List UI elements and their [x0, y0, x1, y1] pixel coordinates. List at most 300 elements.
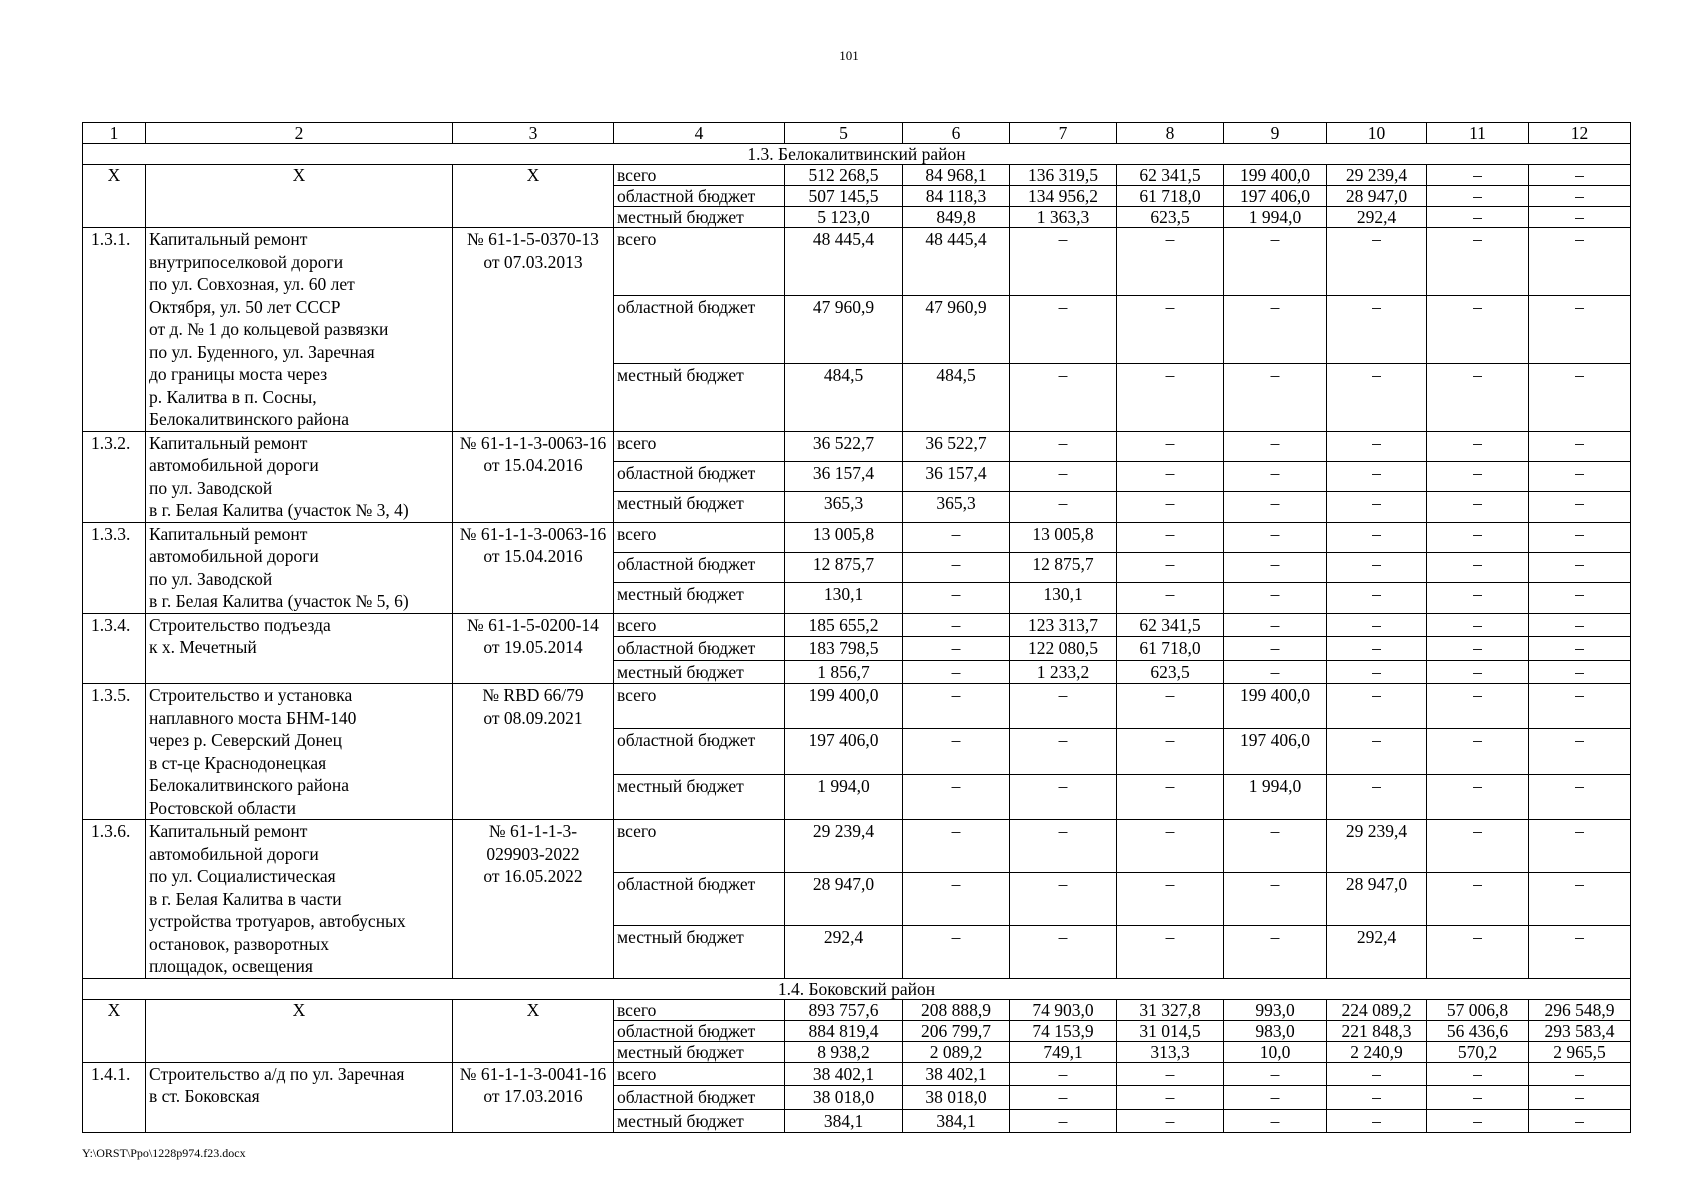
value-cell: –: [1117, 925, 1224, 978]
value-cell: –: [1327, 363, 1427, 431]
text-line: по ул. Заводской: [149, 477, 273, 498]
budget-source-label: всего: [614, 613, 785, 637]
value-cell: –: [1010, 729, 1117, 774]
value-cell: –: [1529, 363, 1631, 431]
value-cell: –: [1117, 492, 1224, 522]
value-cell: –: [1427, 925, 1529, 978]
value-cell: –: [1010, 684, 1117, 729]
value-cell: 12 875,7: [785, 552, 903, 582]
value-cell: –: [1427, 431, 1529, 461]
value-cell: –: [1529, 774, 1631, 819]
value-cell: 206 799,7: [903, 1020, 1010, 1041]
summary-item-name: Х: [146, 165, 453, 228]
item-document: [453, 228, 614, 432]
value-cell: –: [1529, 925, 1631, 978]
column-header: 5: [785, 123, 903, 144]
item-number: 1.3.3.: [83, 522, 146, 613]
budget-source-label: местный бюджет: [614, 583, 785, 613]
value-cell: 29 239,4: [785, 820, 903, 873]
value-cell: –: [1427, 613, 1529, 637]
value-cell: 12 875,7: [1010, 552, 1117, 582]
value-cell: 84 118,3: [903, 186, 1010, 207]
value-cell: –: [1010, 295, 1117, 363]
value-cell: 292,4: [1327, 925, 1427, 978]
value-cell: –: [1327, 729, 1427, 774]
column-header: 3: [453, 123, 614, 144]
value-cell: –: [1529, 1062, 1631, 1086]
value-cell: –: [1529, 186, 1631, 207]
value-cell: –: [1427, 228, 1529, 296]
value-cell: –: [1117, 522, 1224, 552]
text-line: Капитальный ремонт: [149, 523, 308, 544]
value-cell: –: [1327, 552, 1427, 582]
value-cell: 384,1: [903, 1109, 1010, 1133]
value-cell: –: [1427, 820, 1529, 873]
value-cell: –: [1427, 461, 1529, 491]
value-cell: 313,3: [1117, 1041, 1224, 1062]
value-cell: 47 960,9: [903, 295, 1010, 363]
item-row: [83, 522, 1631, 552]
value-cell: 31 327,8: [1117, 999, 1224, 1020]
value-cell: 36 157,4: [903, 461, 1010, 491]
budget-source-label: всего: [614, 820, 785, 873]
value-cell: –: [903, 583, 1010, 613]
value-cell: –: [1224, 925, 1327, 978]
value-cell: –: [1327, 492, 1427, 522]
value-cell: –: [1010, 363, 1117, 431]
column-header: 11: [1427, 123, 1529, 144]
value-cell: –: [1010, 1062, 1117, 1086]
value-cell: 130,1: [785, 583, 903, 613]
column-header: 6: [903, 123, 1010, 144]
value-cell: –: [1427, 522, 1529, 552]
value-cell: –: [1117, 774, 1224, 819]
value-cell: –: [903, 684, 1010, 729]
value-cell: –: [1010, 228, 1117, 296]
text-line: Капитальный ремонт: [149, 821, 308, 841]
text-line: автомобильной дороги: [149, 546, 319, 566]
value-cell: –: [1327, 431, 1427, 461]
item-number: 1.3.4.: [83, 613, 146, 684]
value-cell: –: [1010, 925, 1117, 978]
value-cell: –: [1427, 492, 1529, 522]
value-cell: 10,0: [1224, 1041, 1327, 1062]
value-cell: –: [1010, 492, 1117, 522]
value-cell: 13 005,8: [1010, 522, 1117, 552]
value-cell: 365,3: [903, 492, 1010, 522]
item-row: [83, 613, 1631, 637]
column-header: 12: [1529, 123, 1631, 144]
value-cell: 31 014,5: [1117, 1020, 1224, 1041]
value-cell: –: [1327, 228, 1427, 296]
value-cell: –: [1529, 637, 1631, 661]
value-cell: –: [1010, 872, 1117, 925]
item-name: [146, 1062, 453, 1133]
value-cell: –: [903, 660, 1010, 684]
section-title: 1.3. Белокалитвинский район: [83, 144, 1631, 165]
value-cell: –: [1010, 1086, 1117, 1110]
value-cell: –: [1427, 660, 1529, 684]
value-cell: –: [1427, 552, 1529, 582]
budget-source-label: всего: [614, 522, 785, 552]
text-line: № 61-1-5-0370-13: [467, 229, 599, 249]
value-cell: 197 406,0: [1224, 186, 1327, 207]
text-line: Белокалитвинского района: [149, 775, 349, 795]
value-cell: 893 757,6: [785, 999, 903, 1020]
value-cell: –: [1117, 583, 1224, 613]
value-cell: 623,5: [1117, 207, 1224, 228]
summary-item-name: Х: [146, 999, 453, 1062]
budget-table: [82, 122, 1631, 1133]
item-number: 1.3.2.: [83, 431, 146, 522]
value-cell: –: [1529, 613, 1631, 637]
value-cell: –: [1117, 1109, 1224, 1133]
value-cell: –: [1529, 228, 1631, 296]
value-cell: 884 819,4: [785, 1020, 903, 1041]
value-cell: –: [1010, 820, 1117, 873]
text-line: № RBD 66/79: [482, 685, 584, 705]
value-cell: –: [1327, 1062, 1427, 1086]
text-line: площадок, освещения: [149, 956, 313, 976]
value-cell: 221 848,3: [1327, 1020, 1427, 1041]
budget-source-label: областной бюджет: [614, 295, 785, 363]
text-line: наплавного моста БНМ-140: [149, 707, 357, 728]
value-cell: –: [1117, 431, 1224, 461]
value-cell: –: [1224, 1062, 1327, 1086]
value-cell: –: [903, 637, 1010, 661]
value-cell: –: [1117, 228, 1224, 296]
value-cell: 74 153,9: [1010, 1020, 1117, 1041]
value-cell: –: [1224, 552, 1327, 582]
value-cell: 199 400,0: [1224, 165, 1327, 186]
text-line: по ул. Социалистическая: [149, 866, 336, 886]
value-cell: 749,1: [1010, 1041, 1117, 1062]
column-header: 9: [1224, 123, 1327, 144]
value-cell: –: [1117, 1086, 1224, 1110]
budget-source-label: всего: [614, 999, 785, 1020]
value-cell: 1 856,7: [785, 660, 903, 684]
value-cell: –: [1224, 295, 1327, 363]
value-cell: 48 445,4: [903, 228, 1010, 296]
text-line: Октября, ул. 50 лет СССР: [149, 296, 341, 317]
value-cell: 993,0: [1224, 999, 1327, 1020]
budget-source-label: областной бюджет: [614, 1086, 785, 1110]
value-cell: –: [1224, 522, 1327, 552]
value-cell: 38 018,0: [785, 1086, 903, 1110]
item-number: 1.4.1.: [83, 1062, 146, 1133]
value-cell: –: [1117, 1062, 1224, 1086]
item-number: 1.3.5.: [83, 684, 146, 820]
text-line: в г. Белая Калитва (участок № 3, 4): [149, 500, 409, 520]
value-cell: –: [1224, 1086, 1327, 1110]
budget-source-label: областной бюджет: [614, 461, 785, 491]
value-cell: –: [1327, 774, 1427, 819]
value-cell: –: [1224, 492, 1327, 522]
value-cell: –: [1117, 729, 1224, 774]
text-line: от 16.05.2022: [483, 866, 583, 886]
text-line: № 61-1-1-3-0063-16: [459, 432, 607, 453]
text-line: от д. № 1 до кольцевой развязки: [149, 319, 389, 339]
value-cell: 62 341,5: [1117, 613, 1224, 637]
budget-source-label: областной бюджет: [614, 552, 785, 582]
value-cell: –: [1327, 1086, 1427, 1110]
value-cell: 512 268,5: [785, 165, 903, 186]
budget-source-label: местный бюджет: [614, 774, 785, 819]
value-cell: 38 018,0: [903, 1086, 1010, 1110]
value-cell: –: [1427, 637, 1529, 661]
value-cell: 2 965,5: [1529, 1041, 1631, 1062]
value-cell: 384,1: [785, 1109, 903, 1133]
value-cell: –: [1327, 461, 1427, 491]
value-cell: –: [1529, 1086, 1631, 1110]
value-cell: –: [1224, 1109, 1327, 1133]
text-line: Строительство а/д по ул. Заречная: [149, 1063, 405, 1084]
section-title-row: [83, 144, 1631, 165]
text-line: в г. Белая Калитва (участок № 5, 6): [149, 591, 409, 611]
text-line: от 17.03.2016: [483, 1086, 583, 1106]
value-cell: 28 947,0: [1327, 872, 1427, 925]
value-cell: –: [1529, 522, 1631, 552]
table-body: [83, 123, 1631, 1133]
column-header: 8: [1117, 123, 1224, 144]
value-cell: –: [903, 613, 1010, 637]
text-line: от 08.09.2021: [483, 707, 583, 728]
budget-source-label: областной бюджет: [614, 1020, 785, 1041]
value-cell: –: [1224, 660, 1327, 684]
value-cell: –: [1224, 820, 1327, 873]
text-line: р. Калитва в п. Сосны,: [149, 386, 317, 407]
text-line: Ростовской области: [149, 797, 296, 818]
section-title-row: [83, 978, 1631, 999]
budget-source-label: всего: [614, 1062, 785, 1086]
item-document: [453, 820, 614, 979]
value-cell: –: [1529, 660, 1631, 684]
value-cell: 983,0: [1224, 1020, 1327, 1041]
value-cell: 623,5: [1117, 660, 1224, 684]
value-cell: –: [1427, 165, 1529, 186]
value-cell: –: [1327, 684, 1427, 729]
item-document: [453, 684, 614, 820]
text-line: № 61-1-1-3-0041-16: [459, 1063, 607, 1084]
value-cell: –: [903, 729, 1010, 774]
value-cell: –: [1529, 729, 1631, 774]
value-cell: 2 240,9: [1327, 1041, 1427, 1062]
text-line: по ул. Совхозная, ул. 60 лет: [149, 274, 355, 294]
value-cell: –: [1224, 228, 1327, 296]
budget-source-label: местный бюджет: [614, 363, 785, 431]
value-cell: –: [1427, 207, 1529, 228]
value-cell: 61 718,0: [1117, 186, 1224, 207]
value-cell: –: [1327, 522, 1427, 552]
value-cell: 185 655,2: [785, 613, 903, 637]
value-cell: –: [1327, 637, 1427, 661]
value-cell: –: [1117, 820, 1224, 873]
summary-item-number: Х: [83, 165, 146, 228]
budget-source-label: всего: [614, 165, 785, 186]
text-line: от 15.04.2016: [483, 546, 583, 566]
column-header: 7: [1010, 123, 1117, 144]
value-cell: –: [1010, 774, 1117, 819]
value-cell: –: [1327, 583, 1427, 613]
value-cell: 1 994,0: [1224, 774, 1327, 819]
value-cell: –: [1224, 431, 1327, 461]
value-cell: 484,5: [903, 363, 1010, 431]
value-cell: –: [1327, 295, 1427, 363]
column-header: 10: [1327, 123, 1427, 144]
value-cell: –: [1529, 1109, 1631, 1133]
budget-source-label: областной бюджет: [614, 186, 785, 207]
item-name: [146, 684, 453, 820]
value-cell: 123 313,7: [1010, 613, 1117, 637]
summary-row: [83, 165, 1631, 186]
value-cell: 36 522,7: [903, 431, 1010, 461]
value-cell: 208 888,9: [903, 999, 1010, 1020]
value-cell: –: [1327, 1109, 1427, 1133]
text-line: по ул. Буденного, ул. Заречная: [149, 341, 375, 362]
budget-source-label: местный бюджет: [614, 660, 785, 684]
value-cell: 62 341,5: [1117, 165, 1224, 186]
value-cell: –: [903, 872, 1010, 925]
value-cell: –: [1529, 872, 1631, 925]
budget-source-label: всего: [614, 431, 785, 461]
text-line: Строительство и установка: [149, 685, 353, 705]
value-cell: –: [1427, 1086, 1529, 1110]
value-cell: 507 145,5: [785, 186, 903, 207]
value-cell: –: [1010, 431, 1117, 461]
value-cell: –: [1529, 207, 1631, 228]
value-cell: –: [1529, 684, 1631, 729]
budget-source-label: местный бюджет: [614, 1041, 785, 1062]
value-cell: 292,4: [785, 925, 903, 978]
item-document: [453, 431, 614, 522]
item-row: [83, 431, 1631, 461]
item-number: 1.3.1.: [83, 228, 146, 432]
value-cell: 365,3: [785, 492, 903, 522]
value-cell: –: [1529, 461, 1631, 491]
summary-item-number: Х: [83, 999, 146, 1062]
value-cell: 134 956,2: [1010, 186, 1117, 207]
value-cell: 570,2: [1427, 1041, 1529, 1062]
value-cell: 47 960,9: [785, 295, 903, 363]
value-cell: 84 968,1: [903, 165, 1010, 186]
value-cell: 1 363,3: [1010, 207, 1117, 228]
value-cell: –: [1327, 660, 1427, 684]
text-line: в ст-це Краснодонецкая: [149, 752, 327, 773]
value-cell: –: [1117, 872, 1224, 925]
text-line: № 61-1-5-0200-14: [467, 614, 599, 635]
text-line: остановок, разворотных: [149, 933, 329, 954]
value-cell: –: [1529, 165, 1631, 186]
budget-source-label: областной бюджет: [614, 872, 785, 925]
text-line: Белокалитвинского района: [149, 409, 349, 429]
text-line: в г. Белая Калитва в части: [149, 888, 342, 909]
text-line: автомобильной дороги: [149, 455, 319, 475]
value-cell: –: [1224, 461, 1327, 491]
summary-row: [83, 999, 1631, 1020]
text-line: Капитальный ремонт: [149, 229, 308, 249]
text-line: от 07.03.2013: [483, 251, 583, 272]
page-number: 101: [839, 48, 859, 63]
value-cell: –: [903, 820, 1010, 873]
value-cell: –: [903, 552, 1010, 582]
value-cell: –: [903, 522, 1010, 552]
value-cell: –: [1427, 872, 1529, 925]
budget-source-label: областной бюджет: [614, 637, 785, 661]
value-cell: 28 947,0: [1327, 186, 1427, 207]
value-cell: 38 402,1: [903, 1062, 1010, 1086]
item-row: [83, 820, 1631, 873]
value-cell: –: [1427, 729, 1529, 774]
value-cell: 74 903,0: [1010, 999, 1117, 1020]
value-cell: –: [1117, 363, 1224, 431]
value-cell: –: [1224, 583, 1327, 613]
value-cell: 38 402,1: [785, 1062, 903, 1086]
value-cell: 57 006,8: [1427, 999, 1529, 1020]
budget-source-label: всего: [614, 228, 785, 296]
text-line: до границы моста через: [149, 364, 328, 384]
text-line: Капитальный ремонт: [149, 432, 308, 453]
value-cell: 197 406,0: [1224, 729, 1327, 774]
value-cell: 8 938,2: [785, 1041, 903, 1062]
value-cell: –: [1117, 552, 1224, 582]
text-line: Строительство подъезда: [149, 614, 331, 635]
text-line: № 61-1-1-3-: [488, 821, 578, 841]
value-cell: 130,1: [1010, 583, 1117, 613]
column-header-row: [83, 123, 1631, 144]
section-title: 1.4. Боковский район: [83, 978, 1631, 999]
item-number: 1.3.6.: [83, 820, 146, 979]
value-cell: 1 994,0: [1224, 207, 1327, 228]
value-cell: –: [1529, 492, 1631, 522]
text-line: автомобильной дороги: [149, 843, 319, 864]
value-cell: 56 436,6: [1427, 1020, 1529, 1041]
summary-item-doc: Х: [453, 165, 614, 228]
item-name: [146, 820, 453, 979]
value-cell: –: [1224, 872, 1327, 925]
value-cell: 849,8: [903, 207, 1010, 228]
value-cell: –: [1327, 613, 1427, 637]
text-line: от 19.05.2014: [483, 637, 583, 657]
item-document: [453, 1062, 614, 1133]
value-cell: 136 319,5: [1010, 165, 1117, 186]
value-cell: –: [1224, 613, 1327, 637]
value-cell: –: [1010, 1109, 1117, 1133]
text-line: от 15.04.2016: [483, 455, 583, 475]
item-row: [83, 228, 1631, 296]
value-cell: –: [1529, 583, 1631, 613]
value-cell: –: [1224, 363, 1327, 431]
item-document: [453, 613, 614, 684]
value-cell: –: [1224, 637, 1327, 661]
item-row: [83, 684, 1631, 729]
value-cell: –: [1117, 295, 1224, 363]
item-name: [146, 613, 453, 684]
value-cell: –: [903, 774, 1010, 819]
budget-source-label: местный бюджет: [614, 1109, 785, 1133]
value-cell: 13 005,8: [785, 522, 903, 552]
value-cell: 29 239,4: [1327, 820, 1427, 873]
value-cell: –: [1427, 295, 1529, 363]
item-name: [146, 431, 453, 522]
value-cell: 197 406,0: [785, 729, 903, 774]
value-cell: 29 239,4: [1327, 165, 1427, 186]
value-cell: –: [1427, 186, 1529, 207]
item-document: [453, 522, 614, 613]
column-header: 1: [83, 123, 146, 144]
value-cell: 484,5: [785, 363, 903, 431]
text-line: 029903-2022: [486, 843, 580, 864]
budget-source-label: всего: [614, 684, 785, 729]
